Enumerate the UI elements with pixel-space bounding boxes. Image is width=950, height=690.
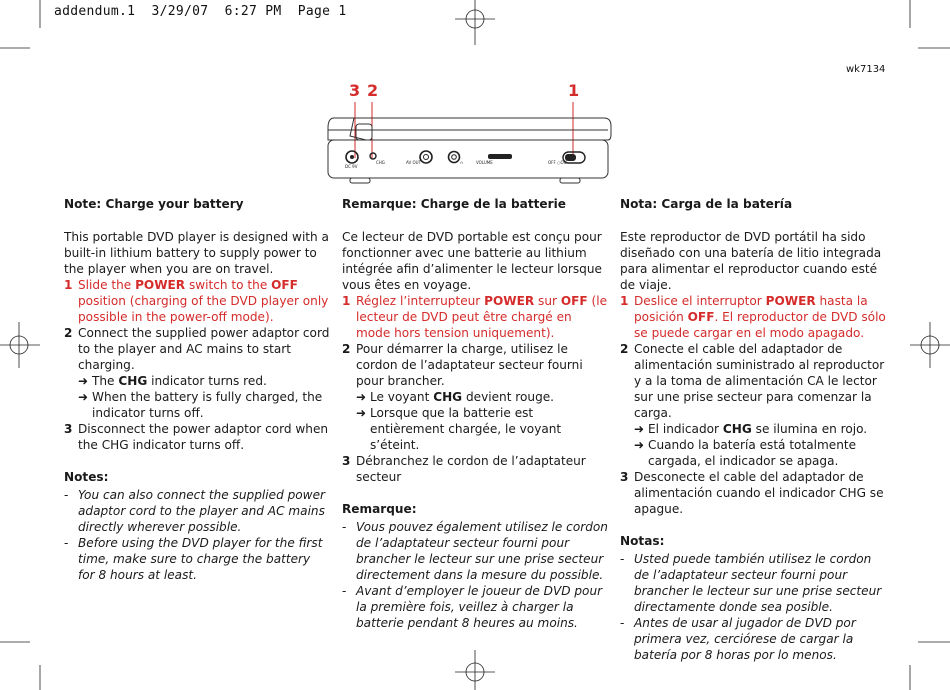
column-french xyxy=(342,196,608,631)
notes-heading: Remarque: xyxy=(342,502,417,516)
arrow-right-icon: ➜ xyxy=(78,374,89,388)
note-item: - Before using the DVD player for the first time, make sure to charge the battery for 8 hours at least. xyxy=(64,536,323,582)
intro-paragraph: Ce lecteur de DVD portable est conçu pour fonctionner avec une batterie au lithium intégrée afin d’alimenter le lecteur lorsque vous êtes en voyage. xyxy=(342,230,602,292)
column-english xyxy=(64,196,330,583)
steps-list xyxy=(342,293,608,485)
callout-1: 1 xyxy=(568,81,580,100)
notes-list xyxy=(342,519,608,631)
print-slug-header: addendum.1 3/29/07 6:27 PM Page 1 xyxy=(54,4,347,19)
av-out-label: AV OUT xyxy=(406,160,422,165)
chg-indicator-icon xyxy=(370,153,376,159)
sub-step: ➜ Lorsque que la batterie est entièrement chargée, le voyant s’éteint. xyxy=(356,406,562,452)
note-item: - Vous pouvez également utilisez le cordon de l’adaptateur secteur fourni pour brancher le lecteur sur une prise secteur directement dans la mesure du possible. xyxy=(342,520,608,582)
step-1: 1 Deslice el interruptor POWER hasta la posición OFF. El reproductor de DVD sólo se puede cargar en el modo apagado. xyxy=(620,294,886,340)
model-number: wk7134 xyxy=(846,64,886,75)
section-heading: Remarque: Charge de la batterie xyxy=(342,197,566,211)
arrow-right-icon: ➜ xyxy=(78,390,89,404)
notes-list xyxy=(64,487,330,583)
notes-list xyxy=(620,551,886,663)
step-2: 2 Pour démarrer la charge, utilisez le cordon de l’adaptateur secteur fourni pour brancher. ➜ Le voyant CHG devient rouge. ➜ Lorsque que la batterie est entièrement chargée, le voyant s’éteint. xyxy=(342,341,608,453)
sub-step: ➜ The CHG indicator turns red. xyxy=(78,374,267,388)
callout-2: 2 xyxy=(367,81,379,100)
step-3: 3 Disconnect the power adaptor cord when the CHG indicator turns off. xyxy=(64,422,329,452)
sub-step: ➜ Cuando la batería está totalmente cargada, el indicador se apaga. xyxy=(634,438,857,468)
av-out-jack-icon xyxy=(420,151,432,163)
dvd-player-side-illustration xyxy=(326,96,616,188)
steps-list xyxy=(64,277,330,453)
sub-step: ➜ El indicador CHG se ilumina en rojo. xyxy=(634,422,868,436)
volume-label: VOLUME xyxy=(476,160,493,165)
headphone-jack-icon xyxy=(449,152,460,163)
notes-heading: Notes: xyxy=(64,470,109,484)
arrow-right-icon: ➜ xyxy=(634,422,645,436)
step-2: 2 Connect the supplied power adaptor cord to the player and AC mains to start charging. ➜ The CHG indicator turns red. ➜ When the battery is fully charged, the indicator turns off. xyxy=(64,326,330,420)
arrow-right-icon: ➜ xyxy=(356,390,367,404)
step-1: 1 Réglez l’interrupteur POWER sur OFF (le lecteur de DVD peut être chargé en mode hors tension uniquement). xyxy=(342,294,608,340)
steps-list xyxy=(620,293,886,517)
step-2: 2 Conecte el cable del adaptador de alimentación suministrado al reproductor y a la toma de alimentación CA le lector sur une prise secteur para comenzar la carga. ➜ El indicador CHG se ilumina en rojo. ➜ Cuando la batería está totalmente cargada, el indicador se apaga. xyxy=(620,342,885,468)
chg-label: CHG xyxy=(376,160,385,165)
sub-step: ➜ Le voyant CHG devient rouge. xyxy=(356,390,555,404)
step-1: 1 Slide the POWER switch to the OFF position (charging of the DVD player only possible in the power-off mode). xyxy=(64,278,329,324)
note-item: - Avant d’employer le joueur de DVD pour la première fois, veillez à charger la batterie pendant 8 heures au moins. xyxy=(342,584,603,630)
note-item: - Antes de usar al jugador de DVD por primera vez, cerciórese de cargar la batería por 8 horas por lo menos. xyxy=(620,616,856,662)
callout-3: 3 xyxy=(349,81,361,100)
step-3: 3 Desconecte el cable del adaptador de alimentación cuando el indicador CHG se apague. xyxy=(620,470,884,516)
intro-paragraph: Este reproductor de DVD portátil ha sido diseñado con una batería de litio integrada para alimentar el reproductor cuando esté de viaje. xyxy=(620,230,882,292)
section-heading: Note: Charge your battery xyxy=(64,197,244,211)
notes-heading: Notas: xyxy=(620,534,665,548)
arrow-right-icon: ➜ xyxy=(634,438,645,452)
headphone-label: ∩ xyxy=(460,160,463,165)
section-heading: Nota: Carga de la batería xyxy=(620,197,793,211)
step-3: 3 Débranchez le cordon de l’adaptateur secteur xyxy=(342,454,586,484)
note-item: - You can also connect the supplied power adaptor cord to the player and AC mains directly wherever possible. xyxy=(64,488,325,534)
note-item: - Usted puede también utilisez le cordon de l’adaptateur secteur fourni pour brancher le lecteur sur une prise secteur directamente donde sea posible. xyxy=(620,552,882,614)
sub-step: ➜ When the battery is fully charged, the indicator turns off. xyxy=(78,390,323,420)
off-on-label: OFF ○ON xyxy=(548,160,567,165)
dc-label: DC 9V xyxy=(345,164,358,169)
column-spanish xyxy=(620,196,886,663)
intro-paragraph: This portable DVD player is designed with a built-in lithium battery to supply power to the player when you are on travel. xyxy=(64,230,329,276)
arrow-right-icon: ➜ xyxy=(356,406,367,420)
volume-wheel-icon xyxy=(488,154,512,159)
